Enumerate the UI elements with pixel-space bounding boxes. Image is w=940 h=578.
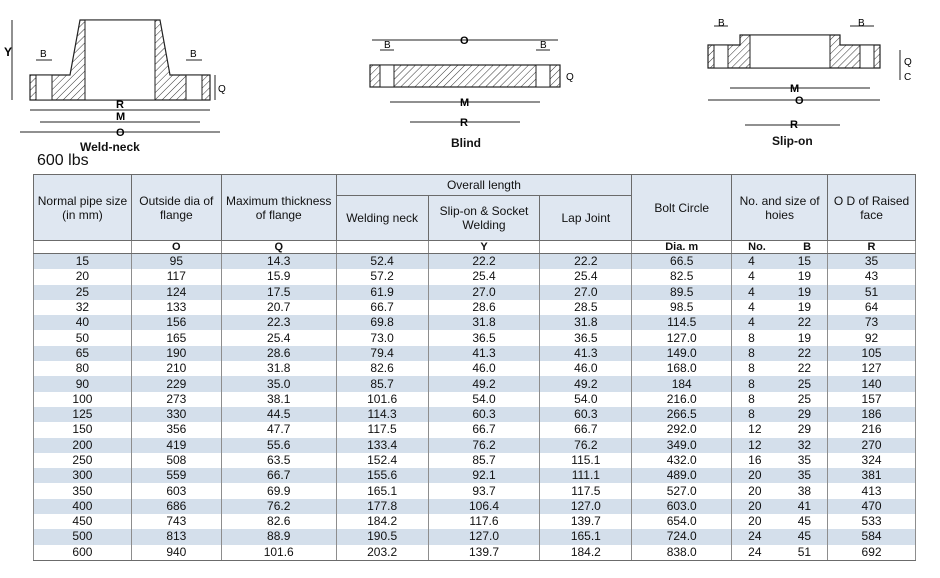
cell-thickness: 66.7 bbox=[221, 468, 336, 483]
cell-thickness: 38.1 bbox=[221, 392, 336, 407]
cell-welding-neck: 203.2 bbox=[336, 545, 428, 561]
cell-lap-joint: 139.7 bbox=[540, 514, 632, 529]
cell-holes bbox=[732, 499, 828, 514]
cell-lap-joint: 31.8 bbox=[540, 315, 632, 330]
header-lap-joint: Lap Joint bbox=[540, 196, 632, 241]
header-raised-face: O D of Raised face bbox=[828, 175, 916, 241]
cell-holes-no: 8 bbox=[748, 330, 755, 345]
cell-slip-on: 36.5 bbox=[428, 330, 540, 345]
cell-outside-dia: 229 bbox=[131, 376, 221, 391]
table-row bbox=[34, 468, 916, 483]
cell-thickness: 25.4 bbox=[221, 330, 336, 345]
cell-holes-size: 29 bbox=[797, 422, 812, 437]
header-overall-length: Overall length bbox=[336, 175, 632, 196]
cell-thickness: 69.9 bbox=[221, 483, 336, 498]
cell-thickness: 15.9 bbox=[221, 269, 336, 284]
pressure-class: 600 lbs bbox=[37, 152, 89, 169]
cell-holes-no: 4 bbox=[748, 315, 755, 330]
header-slip-on: Slip-on & Socket Welding bbox=[428, 196, 540, 241]
blind-dim-q: Q bbox=[566, 72, 574, 83]
cell-holes-no: 20 bbox=[748, 514, 762, 529]
cell-outside-dia: 210 bbox=[131, 361, 221, 376]
cell-holes-size: 22 bbox=[797, 315, 812, 330]
table-row bbox=[34, 330, 916, 345]
cell-welding-neck: 57.2 bbox=[336, 269, 428, 284]
slip-dim-b-right: B bbox=[858, 18, 865, 29]
cell-slip-on: 127.0 bbox=[428, 529, 540, 544]
cell-holes-no: 20 bbox=[748, 483, 762, 498]
cell-lap-joint: 49.2 bbox=[540, 376, 632, 391]
table-row bbox=[34, 285, 916, 300]
cell-thickness: 22.3 bbox=[221, 315, 336, 330]
cell-holes-no: 20 bbox=[748, 468, 762, 483]
cell-bolt-circle: 838.0 bbox=[632, 545, 732, 561]
slip-dim-b-left: B bbox=[718, 18, 725, 29]
cell-pipe-size: 50 bbox=[34, 330, 132, 345]
blind-dim-b-left: B bbox=[384, 40, 391, 51]
cell-slip-on: 117.6 bbox=[428, 514, 540, 529]
cell-lap-joint: 165.1 bbox=[540, 529, 632, 544]
cell-welding-neck: 69.8 bbox=[336, 315, 428, 330]
cell-holes bbox=[732, 529, 828, 544]
cell-holes-size: 51 bbox=[797, 544, 812, 559]
cell-outside-dia: 603 bbox=[131, 483, 221, 498]
slip-on-label: Slip-on bbox=[772, 134, 813, 148]
symbol-b: B bbox=[803, 241, 812, 253]
header-max-thickness: Maximum thickness of flange bbox=[221, 175, 336, 241]
cell-holes-no: 8 bbox=[748, 391, 755, 406]
cell-bolt-circle: 489.0 bbox=[632, 468, 732, 483]
cell-outside-dia: 559 bbox=[131, 468, 221, 483]
cell-slip-on: 54.0 bbox=[428, 392, 540, 407]
cell-holes-no: 4 bbox=[748, 254, 755, 269]
blind-dim-m: M bbox=[460, 97, 470, 109]
cell-lap-joint: 111.1 bbox=[540, 468, 632, 483]
table-row bbox=[34, 269, 916, 284]
cell-holes-size: 29 bbox=[797, 407, 812, 422]
cell-thickness: 101.6 bbox=[221, 545, 336, 561]
cell-pipe-size: 400 bbox=[34, 499, 132, 514]
cell-slip-on: 25.4 bbox=[428, 269, 540, 284]
cell-raised-face: 73 bbox=[828, 315, 916, 330]
cell-bolt-circle: 149.0 bbox=[632, 346, 732, 361]
cell-holes-size: 35 bbox=[797, 453, 812, 467]
cell-pipe-size: 200 bbox=[34, 438, 132, 453]
cell-pipe-size: 80 bbox=[34, 361, 132, 376]
cell-outside-dia: 330 bbox=[131, 407, 221, 422]
cell-holes-no: 16 bbox=[748, 453, 762, 467]
dim-q: Q bbox=[218, 84, 226, 95]
cell-bolt-circle: 292.0 bbox=[632, 422, 732, 437]
table-row bbox=[34, 483, 916, 498]
cell-thickness: 20.7 bbox=[221, 300, 336, 315]
cell-raised-face: 35 bbox=[828, 254, 916, 270]
cell-holes-size: 22 bbox=[797, 345, 812, 360]
blind-label: Blind bbox=[451, 136, 481, 150]
cell-holes-no: 12 bbox=[748, 422, 762, 437]
cell-holes-no: 24 bbox=[748, 529, 762, 544]
cell-pipe-size: 350 bbox=[34, 483, 132, 498]
cell-lap-joint: 115.1 bbox=[540, 453, 632, 468]
cell-holes-no: 24 bbox=[748, 544, 762, 559]
slip-dim-m: M bbox=[790, 83, 800, 95]
cell-outside-dia: 190 bbox=[131, 346, 221, 361]
cell-holes bbox=[732, 438, 828, 453]
cell-lap-joint: 66.7 bbox=[540, 422, 632, 437]
cell-holes bbox=[732, 315, 828, 330]
cell-welding-neck: 177.8 bbox=[336, 499, 428, 514]
cell-thickness: 35.0 bbox=[221, 376, 336, 391]
table-row bbox=[34, 422, 916, 437]
blind-diagram bbox=[360, 0, 590, 140]
cell-raised-face: 584 bbox=[828, 529, 916, 544]
cell-raised-face: 692 bbox=[828, 545, 916, 561]
dim-r: R bbox=[116, 99, 124, 111]
cell-holes-size: 35 bbox=[797, 468, 812, 483]
cell-lap-joint: 25.4 bbox=[540, 269, 632, 284]
dim-m: M bbox=[116, 111, 126, 123]
weld-neck-diagram bbox=[0, 0, 230, 152]
dim-y: Y bbox=[4, 45, 13, 59]
table-body bbox=[34, 241, 916, 561]
cell-outside-dia: 165 bbox=[131, 330, 221, 345]
dim-b-right: B bbox=[190, 49, 197, 60]
table-row bbox=[34, 392, 916, 407]
cell-slip-on: 27.0 bbox=[428, 285, 540, 300]
table-row bbox=[34, 438, 916, 453]
slip-dim-o: O bbox=[795, 95, 804, 107]
slip-dim-r: R bbox=[790, 119, 798, 131]
cell-holes-no: 20 bbox=[748, 498, 762, 513]
cell-raised-face: 216 bbox=[828, 422, 916, 437]
cell-outside-dia: 273 bbox=[131, 392, 221, 407]
cell-raised-face: 270 bbox=[828, 438, 916, 453]
cell-outside-dia: 940 bbox=[131, 545, 221, 561]
cell-pipe-size: 125 bbox=[34, 407, 132, 422]
cell-thickness: 63.5 bbox=[221, 453, 336, 468]
cell-holes-size: 45 bbox=[797, 514, 812, 529]
cell-thickness: 47.7 bbox=[221, 422, 336, 437]
symbol-o: O bbox=[131, 241, 221, 254]
cell-raised-face: 470 bbox=[828, 499, 916, 514]
cell-raised-face: 127 bbox=[828, 361, 916, 376]
cell-bolt-circle: 432.0 bbox=[632, 453, 732, 468]
cell-holes-no: 4 bbox=[748, 269, 755, 284]
cell-raised-face: 64 bbox=[828, 300, 916, 315]
cell-holes-no: 12 bbox=[748, 437, 762, 452]
cell-holes-size: 15 bbox=[797, 254, 812, 269]
table-row bbox=[34, 499, 916, 514]
header-welding-neck: Welding neck bbox=[336, 196, 428, 241]
table-row bbox=[34, 529, 916, 544]
cell-lap-joint: 22.2 bbox=[540, 254, 632, 270]
cell-slip-on: 31.8 bbox=[428, 315, 540, 330]
cell-welding-neck: 165.1 bbox=[336, 483, 428, 498]
cell-holes-size: 45 bbox=[797, 529, 812, 544]
cell-lap-joint: 60.3 bbox=[540, 407, 632, 422]
cell-slip-on: 106.4 bbox=[428, 499, 540, 514]
cell-holes-size: 19 bbox=[797, 269, 812, 284]
weld-neck-label: Weld-neck bbox=[80, 140, 140, 154]
blind-dim-r: R bbox=[460, 117, 468, 129]
cell-lap-joint: 54.0 bbox=[540, 392, 632, 407]
cell-pipe-size: 20 bbox=[34, 269, 132, 284]
cell-holes bbox=[732, 392, 828, 407]
cell-holes bbox=[732, 483, 828, 498]
cell-holes-size: 19 bbox=[797, 284, 812, 299]
cell-slip-on: 139.7 bbox=[428, 545, 540, 561]
cell-holes-size: 19 bbox=[797, 300, 812, 315]
symbol-bolt: Dia. m bbox=[632, 241, 732, 254]
cell-pipe-size: 40 bbox=[34, 315, 132, 330]
table-row bbox=[34, 545, 916, 561]
cell-outside-dia: 117 bbox=[131, 269, 221, 284]
cell-lap-joint: 36.5 bbox=[540, 330, 632, 345]
cell-outside-dia: 156 bbox=[131, 315, 221, 330]
slip-on-diagram bbox=[700, 0, 935, 140]
table-row bbox=[34, 300, 916, 315]
cell-bolt-circle: 266.5 bbox=[632, 407, 732, 422]
cell-thickness: 44.5 bbox=[221, 407, 336, 422]
cell-holes-size: 25 bbox=[797, 391, 812, 406]
cell-bolt-circle: 724.0 bbox=[632, 529, 732, 544]
cell-bolt-circle: 603.0 bbox=[632, 499, 732, 514]
cell-bolt-circle: 654.0 bbox=[632, 514, 732, 529]
cell-holes-no: 8 bbox=[748, 361, 755, 376]
cell-holes-size: 38 bbox=[797, 483, 812, 498]
cell-slip-on: 22.2 bbox=[428, 254, 540, 270]
cell-bolt-circle: 527.0 bbox=[632, 483, 732, 498]
cell-slip-on: 60.3 bbox=[428, 407, 540, 422]
cell-holes bbox=[732, 468, 828, 483]
symbol-q: Q bbox=[221, 241, 336, 254]
cell-lap-joint: 76.2 bbox=[540, 438, 632, 453]
cell-pipe-size: 65 bbox=[34, 346, 132, 361]
cell-raised-face: 186 bbox=[828, 407, 916, 422]
cell-holes bbox=[732, 346, 828, 361]
table-row bbox=[34, 346, 916, 361]
cell-holes-size: 19 bbox=[797, 330, 812, 345]
cell-raised-face: 381 bbox=[828, 468, 916, 483]
header-holes: No. and size of hoies bbox=[732, 175, 828, 241]
cell-bolt-circle: 89.5 bbox=[632, 285, 732, 300]
cell-raised-face: 533 bbox=[828, 514, 916, 529]
cell-raised-face: 43 bbox=[828, 269, 916, 284]
cell-bolt-circle: 82.5 bbox=[632, 269, 732, 284]
cell-thickness: 88.9 bbox=[221, 529, 336, 544]
header-bolt-circle: Bolt Circle bbox=[632, 175, 732, 241]
cell-holes-size: 32 bbox=[797, 437, 812, 452]
blind-dim-b-right: B bbox=[540, 40, 547, 51]
cell-outside-dia: 813 bbox=[131, 529, 221, 544]
slip-dim-c: C bbox=[904, 72, 912, 83]
slip-dim-q: Q bbox=[904, 57, 912, 68]
cell-holes bbox=[732, 254, 828, 270]
cell-outside-dia: 95 bbox=[131, 254, 221, 270]
cell-pipe-size: 600 bbox=[34, 545, 132, 561]
cell-pipe-size: 100 bbox=[34, 392, 132, 407]
flange-spec-table bbox=[33, 174, 916, 561]
cell-lap-joint: 41.3 bbox=[540, 346, 632, 361]
cell-slip-on: 28.6 bbox=[428, 300, 540, 315]
header-outside-dia: Outside dia of flange bbox=[131, 175, 221, 241]
cell-pipe-size: 500 bbox=[34, 529, 132, 544]
cell-holes bbox=[732, 407, 828, 422]
cell-holes-no: 4 bbox=[748, 300, 755, 315]
cell-thickness: 28.6 bbox=[221, 346, 336, 361]
cell-welding-neck: 190.5 bbox=[336, 529, 428, 544]
cell-holes bbox=[732, 300, 828, 315]
cell-slip-on: 85.7 bbox=[428, 453, 540, 468]
blind-dim-o: O bbox=[460, 35, 469, 47]
cell-holes-no: 8 bbox=[748, 345, 755, 360]
table-row bbox=[34, 407, 916, 422]
table-row bbox=[34, 361, 916, 376]
cell-bolt-circle: 127.0 bbox=[632, 330, 732, 345]
dim-b-left: B bbox=[40, 49, 47, 60]
cell-lap-joint: 46.0 bbox=[540, 361, 632, 376]
cell-holes bbox=[732, 422, 828, 437]
cell-bolt-circle: 349.0 bbox=[632, 438, 732, 453]
cell-pipe-size: 15 bbox=[34, 254, 132, 270]
cell-lap-joint: 184.2 bbox=[540, 545, 632, 561]
cell-welding-neck: 155.6 bbox=[336, 468, 428, 483]
cell-pipe-size: 150 bbox=[34, 422, 132, 437]
cell-raised-face: 105 bbox=[828, 346, 916, 361]
cell-outside-dia: 124 bbox=[131, 285, 221, 300]
cell-welding-neck: 73.0 bbox=[336, 330, 428, 345]
cell-pipe-size: 25 bbox=[34, 285, 132, 300]
cell-holes bbox=[732, 285, 828, 300]
cell-pipe-size: 300 bbox=[34, 468, 132, 483]
cell-lap-joint: 127.0 bbox=[540, 499, 632, 514]
cell-welding-neck: 61.9 bbox=[336, 285, 428, 300]
cell-welding-neck: 66.7 bbox=[336, 300, 428, 315]
cell-welding-neck: 82.6 bbox=[336, 361, 428, 376]
cell-lap-joint: 28.5 bbox=[540, 300, 632, 315]
cell-thickness: 76.2 bbox=[221, 499, 336, 514]
cell-slip-on: 66.7 bbox=[428, 422, 540, 437]
cell-holes bbox=[732, 514, 828, 529]
cell-holes bbox=[732, 376, 828, 391]
cell-outside-dia: 743 bbox=[131, 514, 221, 529]
cell-slip-on: 76.2 bbox=[428, 438, 540, 453]
cell-slip-on: 93.7 bbox=[428, 483, 540, 498]
cell-outside-dia: 686 bbox=[131, 499, 221, 514]
cell-raised-face: 324 bbox=[828, 453, 916, 468]
cell-holes bbox=[732, 269, 828, 284]
cell-holes-no: 8 bbox=[748, 407, 755, 422]
cell-holes bbox=[732, 453, 828, 468]
header-pipe-size: Normal pipe size (in mm) bbox=[34, 175, 132, 241]
table-row bbox=[34, 315, 916, 330]
cell-welding-neck: 117.5 bbox=[336, 422, 428, 437]
cell-welding-neck: 184.2 bbox=[336, 514, 428, 529]
symbol-no: No. bbox=[748, 241, 766, 253]
cell-lap-joint: 117.5 bbox=[540, 483, 632, 498]
cell-holes-no: 8 bbox=[748, 376, 755, 391]
cell-thickness: 31.8 bbox=[221, 361, 336, 376]
cell-welding-neck: 79.4 bbox=[336, 346, 428, 361]
cell-outside-dia: 508 bbox=[131, 453, 221, 468]
cell-welding-neck: 101.6 bbox=[336, 392, 428, 407]
cell-raised-face: 140 bbox=[828, 376, 916, 391]
symbol-row bbox=[34, 241, 916, 254]
cell-welding-neck: 152.4 bbox=[336, 453, 428, 468]
table-row bbox=[34, 254, 916, 270]
cell-raised-face: 92 bbox=[828, 330, 916, 345]
dim-o: O bbox=[116, 127, 125, 139]
cell-bolt-circle: 66.5 bbox=[632, 254, 732, 270]
cell-raised-face: 51 bbox=[828, 285, 916, 300]
cell-holes-no: 4 bbox=[748, 284, 755, 299]
cell-slip-on: 46.0 bbox=[428, 361, 540, 376]
table-row bbox=[34, 376, 916, 391]
cell-raised-face: 157 bbox=[828, 392, 916, 407]
cell-welding-neck: 52.4 bbox=[336, 254, 428, 270]
cell-welding-neck: 133.4 bbox=[336, 438, 428, 453]
table-row bbox=[34, 453, 916, 468]
cell-bolt-circle: 216.0 bbox=[632, 392, 732, 407]
cell-outside-dia: 133 bbox=[131, 300, 221, 315]
cell-bolt-circle: 98.5 bbox=[632, 300, 732, 315]
cell-slip-on: 49.2 bbox=[428, 376, 540, 391]
cell-thickness: 14.3 bbox=[221, 254, 336, 270]
cell-thickness: 55.6 bbox=[221, 438, 336, 453]
cell-bolt-circle: 184 bbox=[632, 376, 732, 391]
cell-holes-size: 22 bbox=[797, 361, 812, 376]
cell-outside-dia: 356 bbox=[131, 422, 221, 437]
cell-outside-dia: 419 bbox=[131, 438, 221, 453]
cell-thickness: 17.5 bbox=[221, 285, 336, 300]
table-row bbox=[34, 514, 916, 529]
cell-thickness: 82.6 bbox=[221, 514, 336, 529]
cell-raised-face: 413 bbox=[828, 483, 916, 498]
cell-holes-size: 25 bbox=[797, 376, 812, 391]
symbol-y: Y bbox=[428, 241, 540, 254]
cell-pipe-size: 32 bbox=[34, 300, 132, 315]
cell-pipe-size: 450 bbox=[34, 514, 132, 529]
cell-lap-joint: 27.0 bbox=[540, 285, 632, 300]
cell-bolt-circle: 114.5 bbox=[632, 315, 732, 330]
cell-welding-neck: 85.7 bbox=[336, 376, 428, 391]
symbol-r: R bbox=[828, 241, 916, 254]
cell-welding-neck: 114.3 bbox=[336, 407, 428, 422]
cell-holes bbox=[732, 361, 828, 376]
cell-holes bbox=[732, 545, 828, 561]
cell-slip-on: 41.3 bbox=[428, 346, 540, 361]
cell-holes bbox=[732, 330, 828, 345]
cell-bolt-circle: 168.0 bbox=[632, 361, 732, 376]
cell-pipe-size: 90 bbox=[34, 376, 132, 391]
cell-slip-on: 92.1 bbox=[428, 468, 540, 483]
cell-pipe-size: 250 bbox=[34, 453, 132, 468]
cell-holes-size: 41 bbox=[797, 498, 812, 513]
